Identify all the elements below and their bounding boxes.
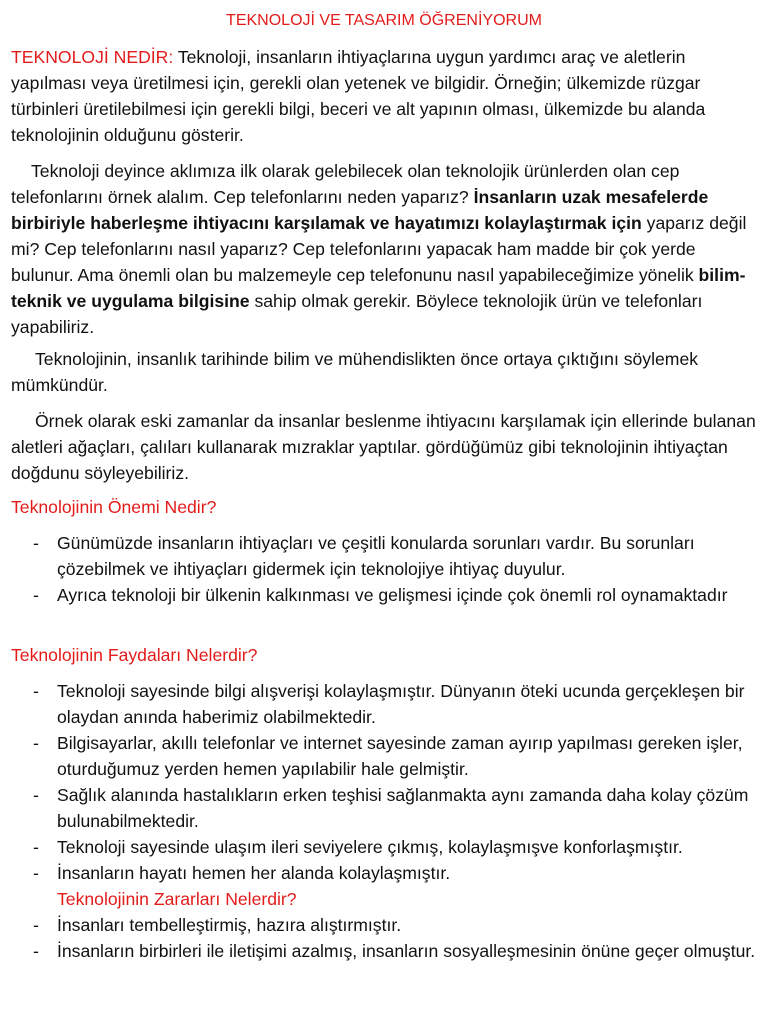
list-item: [11, 530, 761, 582]
bullet-dash: -: [33, 681, 39, 701]
list-item-text: Teknoloji sayesinde ulaşım ileri seviyelere çıkmış, kolaylaşmışve konforlaşmıştır.: [57, 837, 683, 857]
list-item-text: Ayrıca teknoloji bir ülkenin kalkınması ve gelişmesi içinde çok önemli rol oynamaktadır: [57, 585, 728, 605]
bullet-dash: -: [33, 733, 39, 753]
list-item: [11, 912, 761, 938]
harms-heading: Teknolojinin Zararları Nelerdir?: [57, 889, 297, 909]
intro-paragraph: [11, 44, 761, 148]
benefits-list: [11, 678, 761, 964]
list-item-text: Teknoloji sayesinde bilgi alışverişi kolaylaşmıştır. Dünyanın öteki ucunda gerçekleşen bir olaydan anında haberimiz olabilmektedir.: [57, 681, 745, 727]
list-item-text: İnsanların birbirleri ile iletişimi azalmış, insanların sosyalleşmesinin önüne geçer olmuştur.: [57, 941, 756, 961]
bullet-dash: -: [33, 533, 39, 553]
list-item: [11, 834, 761, 860]
bullet-dash: -: [33, 785, 39, 805]
example-paragraph: Örnek olarak eski zamanlar da insanlar beslenme ihtiyacını karşılamak için ellerinde bulanan aletleri ağaçları, çalıları kullanarak mızraklar yaptılar. gördüğümüz gibi teknolojinin ihtiyaçtan doğdunu söyleyebiliriz.: [11, 411, 756, 483]
bullet-dash: -: [33, 585, 39, 605]
bullet-dash: -: [33, 863, 39, 883]
page-title: TEKNOLOJİ VE TASARIM ÖĞRENİYORUM: [226, 12, 542, 29]
phone-paragraph: [11, 158, 761, 340]
phone-paragraph-part2: yaparız değil mi? Cep telefonlarını nasıl yaparız? Cep telefonlarını yapacak ham madde bir çok yerde bulunur. Ama önemli olan bu malzemeyle cep telefonunu nasıl yapabileceğimize yönelik: [11, 213, 747, 285]
phone-paragraph-bold1: İnsanların uzak mesafelerde birbiriyle haberleşme ihtiyacını karşılamak ve hayatımızı kolaylaştırmak için: [11, 187, 709, 233]
list-item-text: İnsanları tembelleştirmiş, hazıra alıştırmıştır.: [57, 915, 402, 935]
intro-label: TEKNOLOJİ NEDİR:: [11, 47, 174, 67]
list-item: [11, 730, 761, 782]
list-item: [11, 860, 761, 886]
list-item-text: Günümüzde insanların ihtiyaçları ve çeşitli konularda sorunları vardır. Bu sorunları çözebilmek ve ihtiyaçları gidermek için teknolojiye ihtiyaç duyulur.: [57, 533, 695, 579]
list-item: [11, 582, 761, 608]
phone-paragraph-bold2: bilim-teknik ve uygulama bilgisine: [11, 265, 746, 311]
list-item: [11, 938, 761, 964]
bullet-dash: -: [33, 915, 39, 935]
list-item: [11, 678, 761, 730]
list-item-text: Sağlık alanında hastalıkların erken teşhisi sağlanmakta aynı zamanda daha kolay çözüm bulunabilmektedir.: [57, 785, 749, 831]
intro-text: Teknoloji, insanların ihtiyaçlarına uygun yardımcı araç ve aletlerin yapılması veya üretilmesi için, gerekli olan yetenek ve bilgidir. Örneğin; ülkemizde rüzgar türbinleri üretilebilmesi için gerekli bilgi, beceri ve alt yapının olması, ülkemizde bu alanda teknolojinin olduğunu gösterir.: [11, 47, 706, 145]
benefits-heading: Teknolojinin Faydaları Nelerdir?: [11, 645, 258, 665]
list-item-text: Bilgisayarlar, akıllı telefonlar ve internet sayesinde zaman ayırıp yapılması gereken işler, oturduğumuz yerden hemen yapılabilir hale gelmiştir.: [57, 733, 743, 779]
list-item: [11, 782, 761, 834]
importance-heading: Teknolojinin Önemi Nedir?: [11, 497, 217, 517]
importance-list: [11, 530, 761, 608]
bullet-dash: -: [33, 837, 39, 857]
phone-paragraph-part1: Teknoloji deyince aklımıza ilk olarak gelebilecek olan teknolojik ürünlerden olan cep telefonlarını örnek alalım. Cep telefonlarını neden yaparız?: [11, 161, 680, 207]
phone-paragraph-part3: sahip olmak gerekir. Böylece teknolojik ürün ve telefonları yapabiliriz.: [11, 291, 703, 337]
list-item-text: İnsanların hayatı hemen her alanda kolaylaşmıştır.: [57, 863, 451, 883]
bullet-dash: -: [33, 941, 39, 961]
history-paragraph: Teknolojinin, insanlık tarihinde bilim ve mühendislikten önce ortaya çıktığını söylemek mümkündür.: [11, 349, 699, 395]
